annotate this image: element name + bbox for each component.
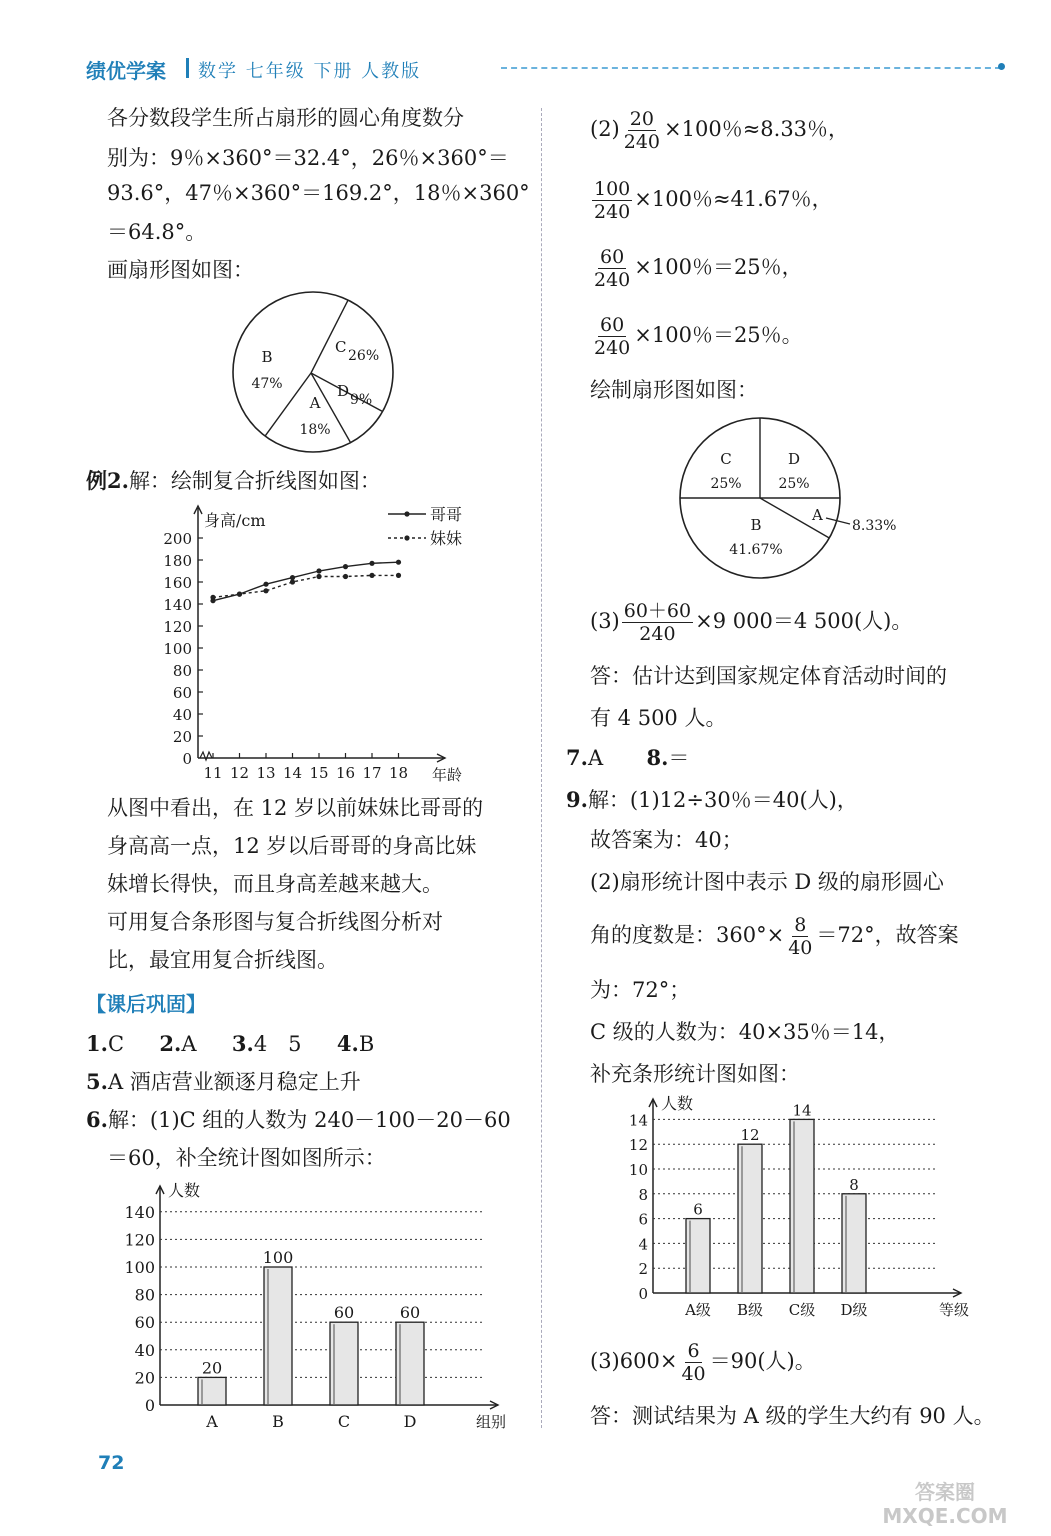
bar1-category-label: C (337, 1412, 351, 1431)
calc9-line (590, 1340, 816, 1385)
answer9-line3: (2)扇形统计图中表示 D 级的扇形圆心 (590, 870, 944, 894)
bar1-bar-value: 20 (201, 1358, 223, 1378)
header-divider (186, 58, 189, 78)
bar2-ylabel: 人数 (661, 1094, 694, 1113)
bar2-ytick-label: 12 (628, 1136, 648, 1155)
line-chart-legend-marker-2 (404, 535, 409, 540)
line-chart-ytick-label: 160 (163, 574, 192, 592)
bar2-ytick-label: 0 (638, 1285, 648, 1303)
answers-7-8 (566, 738, 689, 778)
bar1-xlabel: 组别 (476, 1413, 507, 1431)
pie1-label-C: C (335, 338, 347, 356)
line-chart-ytick-label: 0 (182, 750, 192, 768)
calc9-rest: ＝90(人)。 (709, 1349, 816, 1373)
answer9-line5: 为：72°； (590, 978, 691, 1002)
line-chart-xtick-label: 14 (282, 764, 303, 782)
bar2-bar-value: 6 (693, 1200, 703, 1219)
answer9-line1 (566, 780, 858, 820)
ans4-number: 4. (336, 1031, 359, 1056)
answer5-line (86, 1062, 361, 1102)
ans2-value: A (181, 1032, 197, 1056)
bar2-category-label: D级 (840, 1301, 868, 1319)
bar1-ytick-label: 80 (134, 1285, 155, 1305)
fraction-8-40: $\frac{8}{40}$ (788, 914, 813, 959)
pie2-pct-A: 8.33% (852, 518, 897, 534)
pie-chart-2 (672, 406, 922, 586)
ans1-value: C (107, 1032, 125, 1056)
line-chart-point (210, 595, 215, 600)
line-chart-legend-marker-1 (404, 511, 409, 516)
line-chart-point (369, 573, 374, 578)
bar2-ytick-label: 8 (638, 1185, 648, 1204)
ans6-text-1: 解：(1)C 组的人数为 240－100－20－60 (107, 1108, 511, 1132)
calc2-line3-rest: ×100％＝25％， (634, 255, 803, 279)
pie2-label-B: B (750, 516, 762, 534)
left-para2-line5: 比，最宜用复合折线图。 (107, 948, 338, 972)
ans7-number: 7. (566, 745, 588, 770)
left-para2-line1: 从图中看出，在 12 岁以前妹妹比哥哥的 (107, 796, 484, 820)
ans3-value: 4 5 (253, 1032, 302, 1056)
pie1-label-A: A (309, 394, 321, 412)
right-draw-pie: 绘制扇形图如图： (590, 378, 758, 402)
line-chart-point (396, 573, 401, 578)
ans8-number: 8. (646, 745, 669, 770)
line-chart-point (316, 568, 321, 573)
bar2-ytick-label: 10 (628, 1161, 648, 1179)
pie2-label-D: D (787, 450, 801, 468)
ans9-number: 9. (566, 787, 588, 812)
header-dotted-rule (501, 67, 1001, 69)
bar1-bar-value: 60 (399, 1303, 421, 1323)
bar2-ytick-label: 6 (638, 1210, 648, 1229)
line-chart-point (343, 564, 348, 569)
answer9-line2: 故答案为：40； (590, 828, 743, 852)
pie1-label-D: D (337, 382, 350, 400)
bar1-category-label: A (206, 1412, 218, 1431)
ans1-number: 1. (86, 1031, 108, 1056)
column-divider (541, 108, 542, 1428)
line-chart-legend-label-1: 哥哥 (430, 505, 463, 524)
line-chart-ytick-label: 180 (163, 552, 192, 570)
ans5-number: 5. (86, 1069, 108, 1094)
bar2-ytick-label: 4 (638, 1235, 648, 1254)
header-brand: 绩优学案 (86, 59, 166, 83)
left-para1-line2: 别为：9％×360°＝32.4°，26％×360°＝ (107, 146, 509, 170)
bar2-category-label: B级 (736, 1301, 764, 1319)
fraction-6-40: $\frac{6}{40}$ (681, 1340, 706, 1385)
ans9-text-1: 解：(1)12÷30％＝40(人)， (587, 788, 858, 812)
line-chart-xlabel: 年龄 (432, 766, 463, 784)
answer9-line6: C 级的人数为：40×35％＝14， (590, 1020, 900, 1044)
line-chart-xtick-label: 17 (362, 764, 382, 782)
line-chart-ytick-label: 200 (163, 530, 192, 548)
ans6-number: 6. (86, 1107, 108, 1132)
pie2-pct-D: 25% (778, 476, 810, 492)
line-chart-xtick-label: 11 (203, 764, 223, 782)
bar2-category-label: C级 (788, 1301, 816, 1319)
line-chart-point (263, 588, 268, 593)
example2-number: 例2. (86, 468, 129, 493)
bar1-ytick-label: 40 (134, 1340, 155, 1360)
bar1-ytick-label: 60 (134, 1313, 155, 1333)
bar2-ytick-label: 14 (628, 1111, 648, 1130)
bar1-category-label: B (272, 1412, 284, 1431)
line-chart-ytick-label: 100 (163, 640, 192, 658)
left-para1-line1: 各分数段学生所占扇形的圆心角度数分 (107, 106, 464, 130)
pie2-label-C: C (720, 450, 732, 468)
example2-text: 解：绘制复合折线图如图： (128, 469, 381, 493)
bar2-xlabel: 等级 (939, 1301, 970, 1319)
ans5-text: A 酒店营业额逐月稳定上升 (107, 1070, 361, 1094)
calc2-line2 (590, 178, 833, 223)
calc2-line2-rest: ×100％≈41.67％， (634, 187, 833, 211)
section-title: 【课后巩固】 (86, 992, 206, 1016)
answer9-line4 (590, 914, 959, 959)
bar1-bar-value: 60 (333, 1303, 355, 1323)
line-chart-xtick-label: 16 (335, 764, 356, 782)
line-chart-point (263, 582, 268, 587)
pie1-pct-A: 18% (299, 422, 331, 438)
left-para2-line3: 妹增长得快，而且身高差越来越大。 (107, 872, 443, 896)
calc2-line1 (590, 108, 849, 153)
fraction-20-240: $\frac{20}{240}$ (623, 108, 661, 153)
line-chart (150, 500, 480, 785)
line-chart-point (316, 574, 321, 579)
answer3-line1: 答：估计达到国家规定体育活动时间的 (590, 664, 947, 688)
bar-chart-1 (124, 1180, 510, 1431)
left-draw-pie: 画扇形图如图： (107, 258, 254, 282)
ans4-value: B (358, 1032, 375, 1056)
bar-chart-2 (615, 1095, 975, 1325)
line-chart-xtick-label: 13 (256, 764, 276, 782)
line-chart-ylabel: 身高/cm (204, 511, 266, 530)
calc2-line1-rest: ×100％≈8.33％， (664, 117, 850, 141)
line-chart-point (237, 592, 242, 597)
bar2-bar-value: 8 (849, 1175, 859, 1194)
ans2-number: 2. (159, 1031, 182, 1056)
ans3-number: 3. (231, 1031, 254, 1056)
calc3-line (590, 600, 912, 645)
fraction-120-240: $\frac{60+60}{240}$ (623, 600, 692, 645)
final-answer: 答：测试结果为 A 级的学生大约有 90 人。 (590, 1404, 995, 1428)
bar2-bar-value: 12 (740, 1126, 760, 1145)
pie2-label-A: A (812, 506, 823, 524)
page-number: 72 (98, 1452, 125, 1474)
calc9-prefix: (3)600× (590, 1349, 678, 1373)
bar1-ytick-label: 0 (144, 1396, 155, 1415)
line-chart-legend-label-2: 妹妹 (430, 529, 463, 548)
bar1-ytick-label: 20 (134, 1368, 155, 1388)
calc2-line3 (590, 246, 803, 291)
bar1-ylabel: 人数 (168, 1181, 201, 1200)
header-dot (998, 63, 1005, 70)
answer6-line2: ＝60，补全统计图如图所示： (107, 1146, 386, 1170)
left-para1-line4: ＝64.8°。 (107, 220, 207, 244)
left-para2-line2: 身高高一点，12 岁以后哥哥的身高比妹 (107, 834, 477, 858)
line-chart-axis-break (200, 752, 212, 760)
answers-1-4 (86, 1024, 374, 1064)
watermark: 答案圈 MXQE.COM (882, 1480, 1008, 1528)
ans7-value: A (587, 746, 604, 770)
left-para2-line4: 可用复合条形图与复合折线图分析对 (107, 910, 443, 934)
pie2-pct-C: 25% (710, 476, 742, 492)
pie1-pct-B: 47% (251, 376, 283, 392)
bar1-category-label: D (403, 1412, 417, 1431)
bar1-bar-value: 100 (262, 1248, 294, 1267)
answer6-line1 (86, 1100, 511, 1140)
line-chart-point (396, 560, 401, 565)
ans9-line4-pre: 角的度数是：360°× (590, 923, 785, 947)
line-chart-ytick-label: 120 (163, 618, 192, 636)
pie1-label-B: B (261, 348, 273, 366)
line-chart-ytick-label: 140 (163, 596, 192, 614)
bar2-ytick-label: 2 (638, 1260, 648, 1279)
calc3-rest: ×9 000＝4 500(人)。 (695, 609, 913, 633)
line-chart-xtick-label: 12 (229, 764, 250, 782)
pie1-pct-D: 9% (350, 392, 373, 408)
pie1-pct-C: 26% (348, 348, 380, 364)
left-para1-line3: 93.6°，47％×360°＝169.2°，18％×360° (107, 181, 530, 205)
pie-chart-1 (225, 290, 405, 460)
line-chart-point (369, 561, 374, 566)
fraction-60-240-a: $\frac{60}{240}$ (594, 246, 631, 291)
calc2-line4-rest: ×100％＝25％。 (634, 323, 803, 347)
answer9-line7: 补充条形统计图如图： (590, 1062, 800, 1086)
pie2-pct-B: 41.67% (729, 542, 783, 558)
answer3-line2: 有 4 500 人。 (590, 706, 727, 730)
line-chart-ytick-label: 20 (172, 728, 192, 746)
fraction-60-240-b: $\frac{60}{240}$ (594, 314, 631, 359)
line-chart-xtick-label: 15 (309, 764, 329, 782)
page-header (86, 52, 1006, 86)
line-chart-ytick-label: 80 (172, 662, 192, 680)
line-chart-ytick-label: 40 (172, 706, 192, 724)
bar2-bar-value: 14 (792, 1101, 812, 1120)
ans8-value: ＝ (668, 746, 690, 770)
line-chart-point (290, 579, 295, 584)
line-chart-ytick-label: 60 (172, 684, 192, 702)
line-chart-point (343, 574, 348, 579)
line-chart-xtick-label: 18 (388, 764, 409, 782)
calc2-prefix: (2) (590, 117, 620, 141)
example2-line (86, 461, 381, 501)
bar1-ytick-label: 140 (124, 1202, 155, 1222)
bar1-ytick-label: 120 (124, 1230, 155, 1250)
ans9-line4-post: ＝72°，故答案 (816, 923, 959, 947)
calc2-line4 (590, 314, 803, 359)
bar1-ytick-label: 100 (124, 1258, 155, 1277)
calc3-prefix: (3) (590, 609, 620, 633)
fraction-100-240: $\frac{100}{240}$ (594, 178, 631, 223)
header-subtitle: 数学 七年级 下册 人教版 (198, 61, 422, 82)
bar2-category-label: A级 (685, 1301, 711, 1319)
